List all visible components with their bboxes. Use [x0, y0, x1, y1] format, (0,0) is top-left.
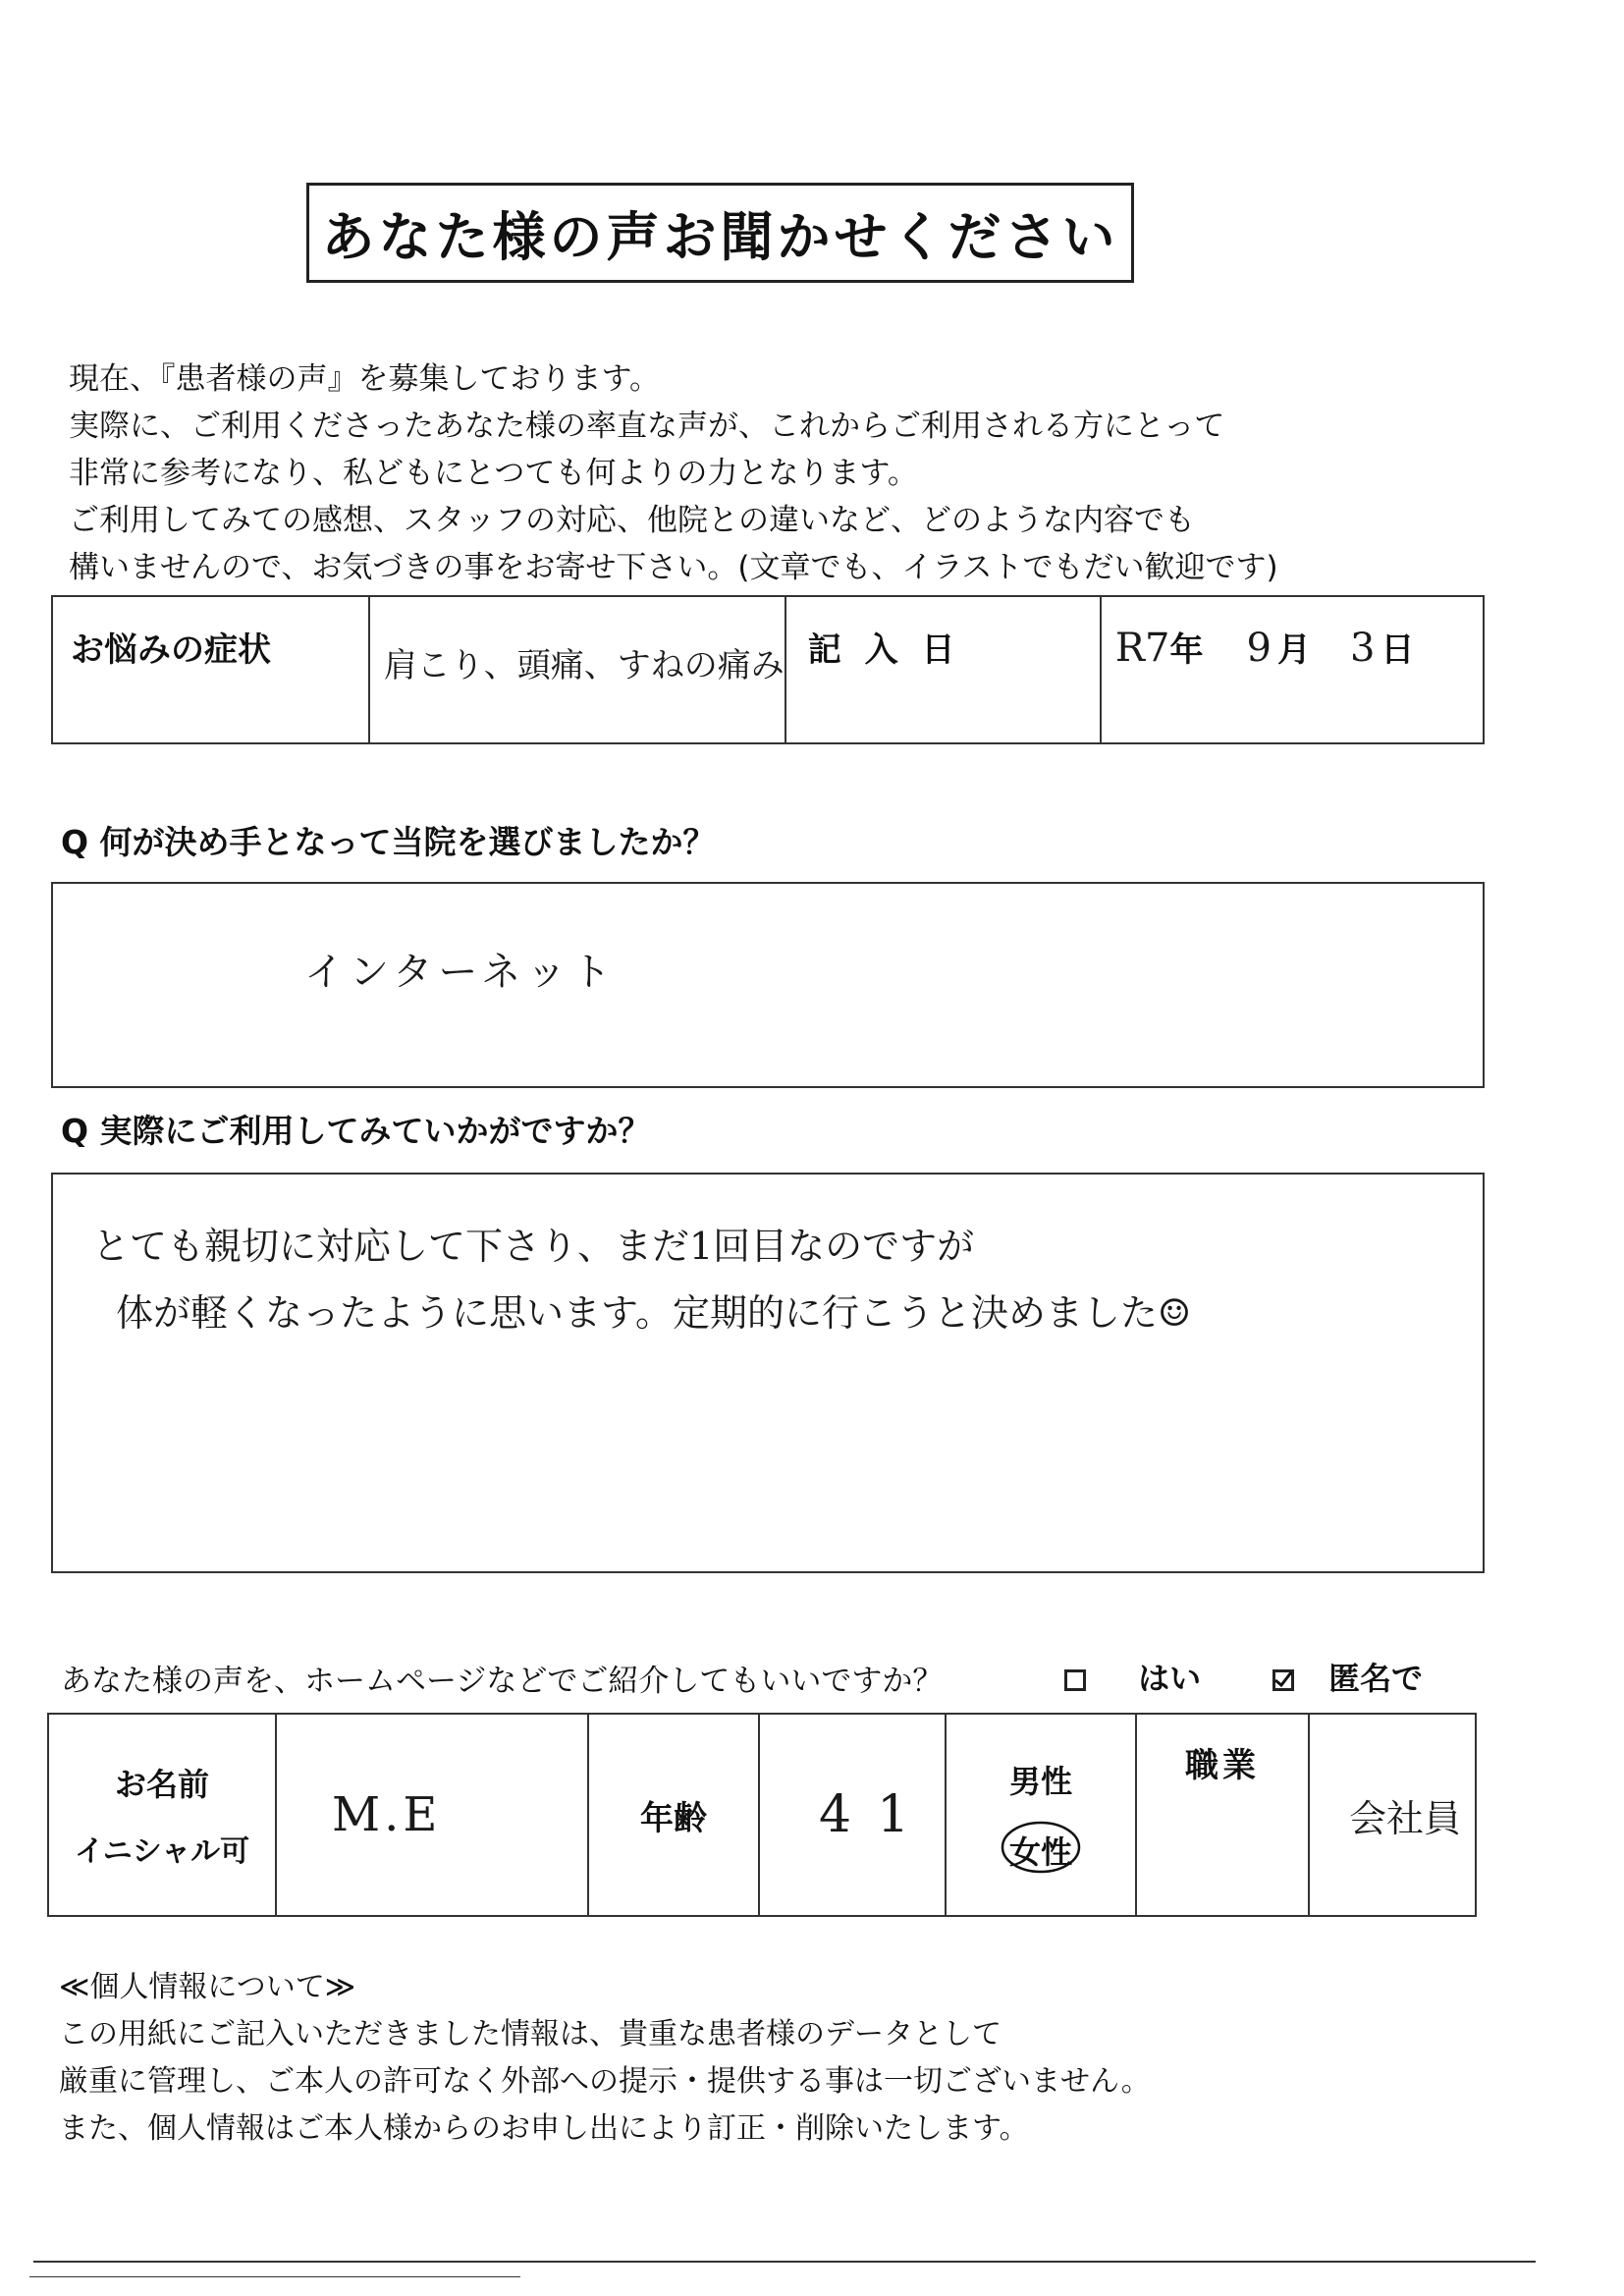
male-option[interactable]: 男性 — [1008, 1763, 1072, 1800]
job-value-cell[interactable] — [1309, 1714, 1476, 1916]
job-label: 職業 — [1185, 1746, 1260, 1785]
intro-line: 実際に、ご利用くださったあなた様の率直な声が、これからご利用される方にとって — [69, 409, 1225, 444]
job-value: 会社員 — [1349, 1796, 1462, 1840]
consent-yes-option[interactable] — [1064, 1654, 1201, 1699]
privacy-line: また、個人情報はご本人様からのお申し出により訂正・削除いたします。 — [59, 2111, 1029, 2146]
date-day: 3 — [1349, 626, 1376, 671]
symptoms-label: お悩みの症状 — [71, 630, 271, 670]
intro-line: 構いませんので、お気づきの事をお寄せ下さい。(文章でも、イラストでもだい歓迎です) — [69, 550, 1278, 585]
answer-2-box[interactable] — [51, 1173, 1485, 1573]
selection-circle-icon — [1000, 1820, 1082, 1875]
symptoms-value: 肩こり、頭痛、すねの痛み — [383, 646, 785, 685]
check-mark-icon — [1272, 1669, 1294, 1691]
answer-2-line: 体が軽くなったように思います。定期的に行こうと決めました☺ — [116, 1291, 1192, 1335]
answer-1-text: インターネット — [304, 950, 618, 995]
date-value-cell[interactable] — [1101, 596, 1484, 743]
age-label-cell — [588, 1714, 759, 1916]
privacy-line: この用紙にご記入いただきました情報は、貴重な患者様のデータとして — [59, 2017, 1001, 2051]
date-era: R7 — [1114, 626, 1170, 671]
consent-anon-option[interactable] — [1272, 1654, 1423, 1699]
intro-line: ご利用してみての感想、スタッフの対応、他院との違いなど、どのような内容でも — [69, 503, 1195, 538]
consent-yes-checkbox[interactable] — [1064, 1669, 1086, 1691]
initial-label: イニシャル可 — [74, 1834, 250, 1869]
form-title: あなた様の声お聞かせください — [306, 183, 1134, 283]
consent-yes-label: はい — [1138, 1660, 1202, 1697]
symptoms-label-cell — [52, 596, 369, 743]
symptoms-table — [51, 595, 1485, 744]
name-label: お名前 — [114, 1766, 209, 1803]
answer-2-line: とても親切に対応して下さり、まだ1回目なのですが — [92, 1225, 975, 1268]
privacy-section — [59, 1964, 1151, 2153]
symptoms-value-cell[interactable] — [369, 596, 785, 743]
privacy-line: 厳重に管理し、ご本人の許可なく外部への提示・提供する事は一切ございません。 — [59, 2064, 1151, 2099]
job-label-cell — [1136, 1714, 1309, 1916]
gender-cell[interactable] — [946, 1714, 1136, 1916]
date-label: 記 入 日 — [807, 630, 961, 670]
profile-table — [47, 1713, 1477, 1917]
date-month: 9 — [1246, 626, 1272, 671]
date-year-unit: 年 — [1169, 630, 1204, 670]
bottom-divider-short — [29, 2276, 520, 2277]
intro-line: 非常に参考になり、私どもにとつても何よりの力となります。 — [69, 456, 918, 491]
question-2: Q 実際にご利用してみていかがですか？ — [61, 1112, 651, 1150]
date-label-cell — [785, 596, 1101, 743]
age-label: 年齢 — [640, 1798, 707, 1838]
consent-anon-checkbox[interactable] — [1272, 1669, 1294, 1691]
female-label: 女性 — [1008, 1833, 1072, 1871]
bottom-divider — [33, 2261, 1536, 2263]
date-day-unit: 日 — [1380, 630, 1415, 670]
intro-line: 現在、『患者様の声』を募集しております。 — [69, 361, 661, 397]
consent-question: あなた様の声を、ホームページなどでご紹介してもいいですか？ — [61, 1664, 944, 1699]
age-value: 41 — [819, 1785, 936, 1844]
answer-1-box[interactable] — [51, 882, 1485, 1088]
name-value-cell[interactable] — [276, 1714, 588, 1916]
name-label-cell — [48, 1714, 276, 1916]
date-month-unit: 月 — [1276, 630, 1311, 670]
female-option[interactable] — [1009, 1828, 1072, 1873]
intro-text — [69, 355, 1542, 591]
question-1: Q 何が決め手となって当院を選びましたか？ — [61, 823, 716, 861]
consent-anon-label: 匿名で — [1328, 1660, 1424, 1697]
age-value-cell[interactable] — [759, 1714, 946, 1916]
privacy-heading: ≪個人情報について≫ — [59, 1970, 356, 2004]
name-value: M.E — [332, 1787, 442, 1842]
